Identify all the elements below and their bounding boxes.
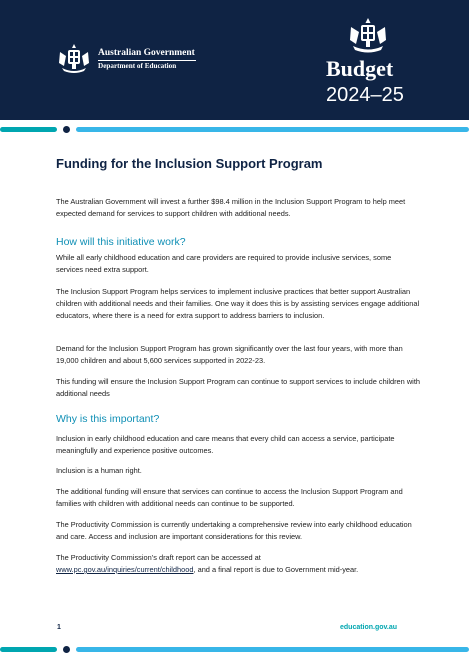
- footer-site-link[interactable]: education.gov.au: [340, 624, 398, 631]
- logo-divider: [98, 60, 196, 61]
- paragraph: The Productivity Commission is currently undertaking a comprehensive review into early childhood education and care. Access and inclusion are important considerations for this review.: [56, 520, 412, 541]
- coat-of-arms-icon: [56, 42, 92, 76]
- accent-band-teal: [0, 127, 57, 132]
- footer-band-teal: [0, 647, 57, 652]
- paragraph: While all early childhood education and care providers are required to provide inclusive services, some services need extra support.: [56, 253, 392, 274]
- header-banner: [0, 0, 469, 120]
- government-logo: [56, 42, 196, 76]
- paragraph-report: [56, 552, 420, 576]
- footer-band-blue: [76, 647, 469, 652]
- footer-dot: [63, 646, 70, 653]
- paragraph: Inclusion in early childhood education and care means that every child can access a service, participate meaningfully and experience positive outcomes.: [56, 434, 395, 455]
- page-title: Funding for the Inclusion Support Program: [56, 156, 323, 171]
- budget-year: 2024–25: [326, 84, 404, 106]
- paragraph: Inclusion is a human right.: [56, 466, 142, 475]
- report-text-after: , and a final report is due to Government mid-year.: [193, 565, 359, 574]
- section-heading-why: Why is this important?: [56, 413, 160, 425]
- accent-band-blue: [76, 127, 469, 132]
- page-number: 1: [57, 624, 61, 631]
- department-name: Department of Education: [98, 61, 177, 70]
- accent-dot: [63, 126, 70, 133]
- section-heading-how: How will this initiative work?: [56, 236, 186, 248]
- paragraph: The additional funding will ensure that services can continue to access the Inclusion Support Program and families with children with additional needs can continue to be supported.: [56, 487, 403, 508]
- budget-title: Budget: [326, 56, 394, 81]
- government-name: Australian Government: [98, 47, 195, 58]
- paragraph: Demand for the Inclusion Support Program has grown significantly over the last four years, with more than 19,000 children and about 5,600 services supported in 2022-23.: [56, 344, 403, 365]
- coat-of-arms-icon: [347, 17, 389, 55]
- paragraph: The Inclusion Support Program helps services to implement inclusive practices that better support Australian children with additional needs and their families. One way it does this is by assisting services engage additional educators, where there is a need for extra support to address barriers to inclusion.: [56, 287, 420, 320]
- paragraph: This funding will ensure the Inclusion Support Program can continue to support services to include children with additional needs: [56, 377, 420, 398]
- intro-paragraph: The Australian Government will invest a further $98.4 million in the Inclusion Support Program to help meet expected demand for services to support children with additional needs.: [56, 197, 406, 218]
- report-text-before: The Productivity Commission’s draft report can be accessed at: [56, 553, 261, 562]
- productivity-commission-link[interactable]: www.pc.gov.au/inquiries/current/childhood: [56, 565, 194, 574]
